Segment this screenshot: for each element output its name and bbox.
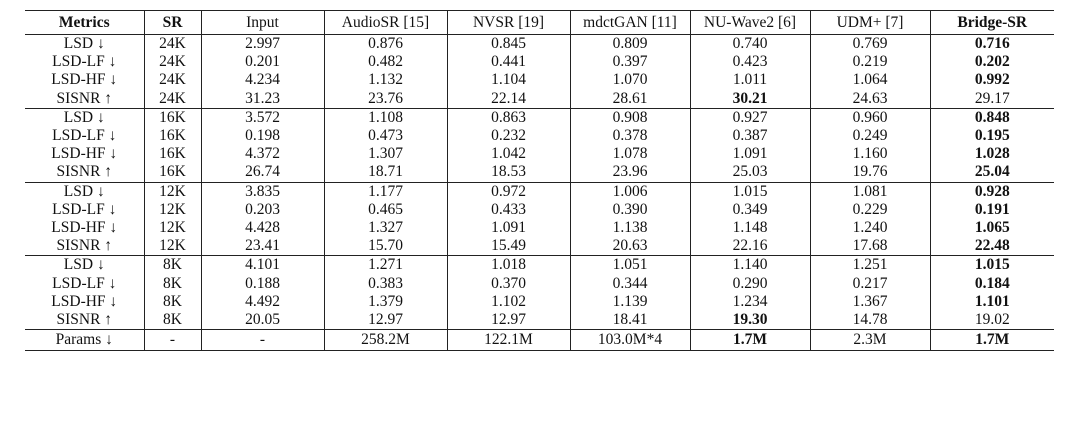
cell-metric: LSD-LF ↓ [52, 274, 117, 292]
cell-nuwave2: 1.011 [690, 71, 810, 89]
cell-audiosr: 15.70 [324, 237, 447, 256]
cell-sr: - [144, 330, 201, 351]
cell-metric: LSD-HF ↓ [51, 71, 118, 89]
cell-metric: LSD ↓ [63, 35, 105, 53]
cell-sr: 8K [144, 274, 201, 292]
cell-nuwave2: 1.148 [690, 219, 810, 237]
cell-metric: LSD ↓ [63, 108, 105, 126]
cell-audiosr: 0.473 [324, 127, 447, 145]
cell-input: 31.23 [201, 90, 324, 109]
cell-nvsr: 22.14 [447, 90, 570, 109]
cell-nuwave2: 0.927 [690, 108, 810, 127]
cell-nuwave2: 25.03 [690, 163, 810, 182]
cell-nvsr: 12.97 [447, 311, 570, 330]
table-row [25, 108, 1054, 127]
header-metrics: Metrics [25, 11, 144, 35]
cell-bridge-sr: 0.191 [930, 201, 1054, 219]
table-row [25, 145, 1054, 163]
cell-audiosr: 0.383 [324, 274, 447, 292]
header-mdctgan: mdctGAN [11] [570, 11, 690, 35]
cell-metric: LSD-LF ↓ [52, 53, 117, 71]
results-table [25, 10, 1054, 351]
cell-nuwave2: 1.234 [690, 293, 810, 311]
cell-bridge-sr: 1.028 [930, 145, 1054, 163]
header-bridge-sr: Bridge-SR [930, 11, 1054, 35]
cell-udm: 0.219 [810, 53, 930, 71]
cell-audiosr: 1.379 [324, 293, 447, 311]
cell-udm: 0.769 [810, 35, 930, 54]
cell-bridge-sr: 1.101 [930, 293, 1054, 311]
cell-udm: 0.229 [810, 201, 930, 219]
cell-nvsr: 0.863 [447, 108, 570, 127]
cell-nuwave2: 0.349 [690, 201, 810, 219]
cell-bridge-sr: 25.04 [930, 163, 1054, 182]
cell-input: 3.572 [201, 108, 324, 127]
cell-sr: 12K [144, 237, 201, 256]
header-sr: SR [144, 11, 201, 35]
cell-audiosr: 1.327 [324, 219, 447, 237]
cell-sr: 24K [144, 53, 201, 71]
cell-nuwave2: 0.387 [690, 127, 810, 145]
table-row [25, 71, 1054, 89]
cell-audiosr: 1.307 [324, 145, 447, 163]
cell-input: - [201, 330, 324, 351]
params-row [25, 330, 1054, 351]
cell-udm: 0.217 [810, 274, 930, 292]
cell-mdctgan: 0.397 [570, 53, 690, 71]
cell-metric: LSD-HF ↓ [51, 292, 118, 310]
cell-bridge-sr: 22.48 [930, 237, 1054, 256]
cell-sr: 16K [144, 145, 201, 163]
cell-audiosr: 1.108 [324, 108, 447, 127]
cell-audiosr: 1.177 [324, 182, 447, 201]
cell-nvsr: 1.102 [447, 293, 570, 311]
cell-metric: LSD-LF ↓ [52, 200, 117, 218]
cell-audiosr: 1.132 [324, 71, 447, 89]
header-row [25, 11, 1054, 35]
table-row [25, 53, 1054, 71]
cell-sr: 24K [144, 35, 201, 54]
cell-nvsr: 0.232 [447, 127, 570, 145]
cell-input: 0.201 [201, 53, 324, 71]
cell-input: 0.188 [201, 274, 324, 292]
table-row [25, 311, 1054, 330]
cell-udm: 1.240 [810, 219, 930, 237]
header-udm: UDM+ [7] [810, 11, 930, 35]
table-row [25, 219, 1054, 237]
table-row [25, 182, 1054, 201]
cell-bridge-sr: 0.202 [930, 53, 1054, 71]
cell-mdctgan: 103.0M*4 [570, 330, 690, 351]
cell-mdctgan: 1.051 [570, 256, 690, 275]
cell-input: 4.428 [201, 219, 324, 237]
cell-bridge-sr: 0.184 [930, 274, 1054, 292]
table-row [25, 201, 1054, 219]
cell-mdctgan: 0.390 [570, 201, 690, 219]
cell-sr: 12K [144, 219, 201, 237]
cell-metric: SISNR ↑ [25, 90, 144, 109]
cell-nuwave2: 0.740 [690, 35, 810, 54]
cell-nvsr: 122.1M [447, 330, 570, 351]
cell-bridge-sr: 29.17 [930, 90, 1054, 109]
cell-mdctgan: 20.63 [570, 237, 690, 256]
cell-nuwave2: 19.30 [690, 311, 810, 330]
cell-udm: 1.251 [810, 256, 930, 275]
cell-metric: LSD ↓ [63, 182, 105, 200]
results-table-container [25, 10, 1054, 351]
cell-mdctgan: 1.138 [570, 219, 690, 237]
cell-sr: 24K [144, 71, 201, 89]
cell-nvsr: 1.018 [447, 256, 570, 275]
cell-udm: 1.081 [810, 182, 930, 201]
cell-udm: 24.63 [810, 90, 930, 109]
cell-udm: 0.249 [810, 127, 930, 145]
cell-nvsr: 18.53 [447, 163, 570, 182]
cell-mdctgan: 1.078 [570, 145, 690, 163]
cell-nvsr: 0.441 [447, 53, 570, 71]
table-row [25, 274, 1054, 292]
cell-mdctgan: 0.378 [570, 127, 690, 145]
cell-metric: LSD-HF ↓ [51, 218, 118, 236]
cell-bridge-sr: 1.7M [930, 330, 1054, 351]
cell-sr: 12K [144, 201, 201, 219]
header-nvsr: NVSR [19] [447, 11, 570, 35]
cell-udm: 0.960 [810, 108, 930, 127]
cell-sr: 8K [144, 311, 201, 330]
cell-nuwave2: 22.16 [690, 237, 810, 256]
cell-input: 0.198 [201, 127, 324, 145]
cell-mdctgan: 1.070 [570, 71, 690, 89]
cell-audiosr: 1.271 [324, 256, 447, 275]
cell-nvsr: 15.49 [447, 237, 570, 256]
cell-input: 0.203 [201, 201, 324, 219]
cell-input: 4.372 [201, 145, 324, 163]
cell-nuwave2: 0.423 [690, 53, 810, 71]
cell-sr: 8K [144, 293, 201, 311]
table-row [25, 293, 1054, 311]
cell-mdctgan: 0.908 [570, 108, 690, 127]
cell-nvsr: 0.972 [447, 182, 570, 201]
cell-input: 3.835 [201, 182, 324, 201]
cell-udm: 14.78 [810, 311, 930, 330]
table-row [25, 163, 1054, 182]
cell-input: 4.234 [201, 71, 324, 89]
cell-metric: LSD ↓ [63, 256, 105, 274]
cell-nuwave2: 1.140 [690, 256, 810, 275]
header-nuwave2: NU-Wave2 [6] [690, 11, 810, 35]
cell-bridge-sr: 1.015 [930, 256, 1054, 275]
cell-nuwave2: 1.015 [690, 182, 810, 201]
cell-bridge-sr: 1.065 [930, 219, 1054, 237]
table-row [25, 256, 1054, 275]
cell-nvsr: 0.370 [447, 274, 570, 292]
header-audiosr: AudioSR [15] [324, 11, 447, 35]
table-row [25, 237, 1054, 256]
cell-nvsr: 0.433 [447, 201, 570, 219]
cell-nvsr: 0.845 [447, 35, 570, 54]
cell-bridge-sr: 0.992 [930, 71, 1054, 89]
cell-udm: 17.68 [810, 237, 930, 256]
cell-mdctgan: 1.006 [570, 182, 690, 201]
cell-audiosr: 12.97 [324, 311, 447, 330]
cell-metric: SISNR ↑ [25, 311, 144, 330]
cell-audiosr: 0.876 [324, 35, 447, 54]
cell-audiosr: 0.482 [324, 53, 447, 71]
table-row [25, 35, 1054, 54]
cell-audiosr: 23.76 [324, 90, 447, 109]
cell-input: 20.05 [201, 311, 324, 330]
cell-bridge-sr: 0.848 [930, 108, 1054, 127]
cell-udm: 1.367 [810, 293, 930, 311]
cell-input: 4.492 [201, 293, 324, 311]
cell-udm: 1.160 [810, 145, 930, 163]
cell-bridge-sr: 0.195 [930, 127, 1054, 145]
cell-nuwave2: 1.091 [690, 145, 810, 163]
cell-sr: 24K [144, 90, 201, 109]
cell-input: 4.101 [201, 256, 324, 275]
cell-sr: 16K [144, 108, 201, 127]
cell-metric: LSD-HF ↓ [51, 145, 118, 163]
cell-udm: 19.76 [810, 163, 930, 182]
cell-input: 2.997 [201, 35, 324, 54]
cell-sr: 16K [144, 163, 201, 182]
cell-input: 23.41 [201, 237, 324, 256]
cell-mdctgan: 28.61 [570, 90, 690, 109]
cell-mdctgan: 23.96 [570, 163, 690, 182]
cell-metric: Params ↓ [25, 330, 144, 351]
table-row [25, 127, 1054, 145]
cell-udm: 2.3M [810, 330, 930, 351]
cell-nuwave2: 0.290 [690, 274, 810, 292]
cell-bridge-sr: 19.02 [930, 311, 1054, 330]
cell-nvsr: 1.104 [447, 71, 570, 89]
cell-mdctgan: 0.344 [570, 274, 690, 292]
cell-metric: SISNR ↑ [25, 163, 144, 182]
cell-audiosr: 258.2M [324, 330, 447, 351]
cell-sr: 8K [144, 256, 201, 275]
cell-audiosr: 0.465 [324, 201, 447, 219]
cell-mdctgan: 0.809 [570, 35, 690, 54]
cell-metric: LSD-LF ↓ [52, 127, 117, 145]
cell-sr: 16K [144, 127, 201, 145]
cell-bridge-sr: 0.928 [930, 182, 1054, 201]
cell-metric: SISNR ↑ [25, 237, 144, 256]
cell-input: 26.74 [201, 163, 324, 182]
cell-audiosr: 18.71 [324, 163, 447, 182]
cell-nuwave2: 1.7M [690, 330, 810, 351]
cell-mdctgan: 1.139 [570, 293, 690, 311]
cell-udm: 1.064 [810, 71, 930, 89]
cell-mdctgan: 18.41 [570, 311, 690, 330]
cell-nuwave2: 30.21 [690, 90, 810, 109]
cell-nvsr: 1.042 [447, 145, 570, 163]
cell-nvsr: 1.091 [447, 219, 570, 237]
table-row [25, 90, 1054, 109]
header-input: Input [201, 11, 324, 35]
cell-sr: 12K [144, 182, 201, 201]
cell-bridge-sr: 0.716 [930, 35, 1054, 54]
